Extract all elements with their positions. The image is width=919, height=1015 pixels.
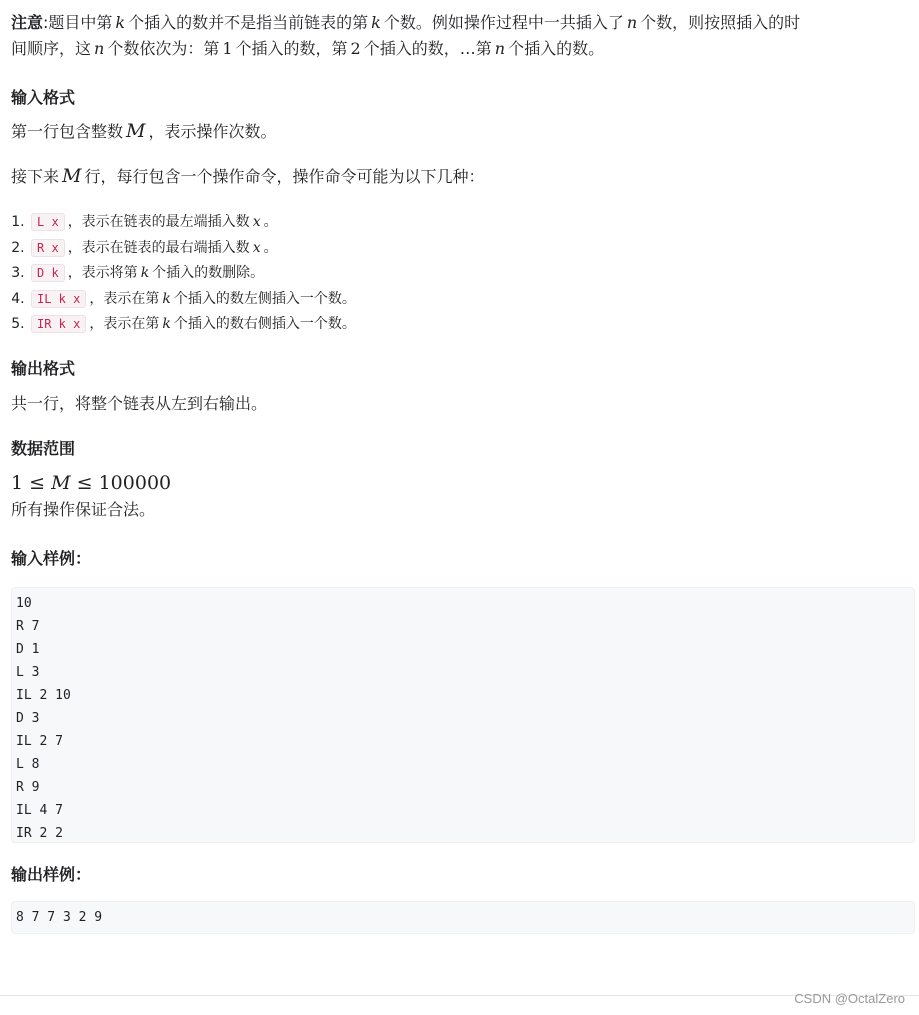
range-formula — [11, 469, 915, 497]
op-desc-a: ，表示在链表的最右端插入数 — [67, 239, 250, 256]
math-var: k — [162, 316, 171, 332]
note-text-4: 个数，则按照插入的时 — [640, 13, 801, 32]
input-line1-text-b: ，表示操作次数。 — [148, 122, 277, 141]
op-code: L x — [31, 213, 65, 231]
math-n: n — [94, 39, 105, 58]
output-format-heading: 输出格式 — [11, 358, 76, 378]
range-heading: 数据范围 — [11, 438, 76, 458]
range-text: 所有操作保证合法。 — [11, 499, 156, 519]
problem-content — [11, 0, 915, 934]
op-desc-b: 个插入的数删除。 — [152, 265, 265, 281]
formula-le: ≤ — [76, 471, 93, 494]
csdn-watermark: CSDN @OctalZero — [794, 991, 905, 1006]
note-text-7: 个插入的数，第 — [235, 39, 348, 58]
math-M: M — [62, 165, 82, 187]
list-item — [29, 210, 915, 236]
sample-output-heading: 输出样例： — [11, 864, 92, 884]
op-desc-b: 个插入的数左侧插入一个数。 — [173, 290, 356, 307]
list-item — [29, 261, 915, 287]
formula-le: ≤ — [29, 471, 46, 494]
note-text-1: 题目中第 — [48, 13, 113, 32]
math-n: n — [626, 13, 638, 32]
note-text-9: 个插入的数。 — [508, 39, 605, 58]
operation-list — [11, 210, 915, 338]
input-line2-text-b: 行，每行包含一个操作命令，操作命令可能为以下几种： — [84, 167, 485, 186]
op-desc-a: ，表示在第 — [89, 316, 160, 332]
op-desc-a: ，表示将第 — [67, 265, 138, 281]
note-text-8: 个插入的数，…第 — [363, 39, 492, 58]
note-text-2: 个插入的数并不是指当前链表的第 — [128, 13, 369, 32]
math-one: 1 — [222, 39, 233, 58]
math-var: x — [252, 239, 261, 256]
note-text-3: 个数。例如操作过程中一共插入了 — [383, 13, 624, 32]
footer-divider — [0, 995, 919, 996]
input-format-line-2 — [11, 163, 915, 190]
input-format-heading: 输入格式 — [11, 88, 76, 107]
math-k: k — [115, 13, 126, 32]
op-code: R x — [31, 239, 65, 257]
note-colon: : — [43, 13, 49, 32]
note-text-5: 间顺序，这 — [11, 39, 92, 58]
formula-left: 1 — [11, 471, 24, 494]
list-item — [29, 312, 915, 338]
input-line2-text-a: 接下来 — [11, 167, 60, 186]
op-code: D k — [31, 264, 65, 282]
op-code: IR k x — [31, 315, 86, 333]
note-text-6: 个数依次为：第 — [107, 39, 220, 58]
list-item — [29, 236, 915, 262]
math-k: k — [371, 13, 381, 32]
math-var: k — [140, 265, 150, 281]
sample-input-heading: 输入样例： — [11, 548, 92, 568]
op-desc-b: 个插入的数右侧插入一个数。 — [173, 316, 356, 332]
list-item — [29, 287, 915, 313]
math-n: n — [494, 39, 506, 58]
formula-M: M — [51, 471, 71, 494]
op-desc-a: ，表示在第 — [89, 290, 160, 307]
op-desc-b: 。 — [263, 239, 278, 256]
note-paragraph — [11, 10, 915, 62]
sample-output-block: 8 7 7 3 2 9 — [11, 901, 915, 934]
math-var: k — [162, 290, 171, 307]
math-two: 2 — [350, 39, 361, 58]
output-format-text: 共一行，将整个链表从左到右输出。 — [11, 393, 268, 413]
op-code: IL k x — [31, 290, 86, 308]
input-line1-text-a: 第一行包含整数 — [11, 122, 124, 141]
op-desc-a: ，表示在链表的最左端插入数 — [67, 214, 250, 230]
op-desc-b: 。 — [263, 214, 278, 230]
math-M: M — [126, 120, 146, 142]
sample-input-block: 10 R 7 D 1 L 3 IL 2 10 D 3 IL 2 7 L 8 R 9 IL 4 7 IR 2 2 — [11, 587, 915, 843]
note-label: 注意 — [11, 13, 44, 32]
formula-right: 100000 — [98, 471, 172, 494]
math-var: x — [252, 214, 261, 230]
input-format-line-1 — [11, 118, 915, 145]
